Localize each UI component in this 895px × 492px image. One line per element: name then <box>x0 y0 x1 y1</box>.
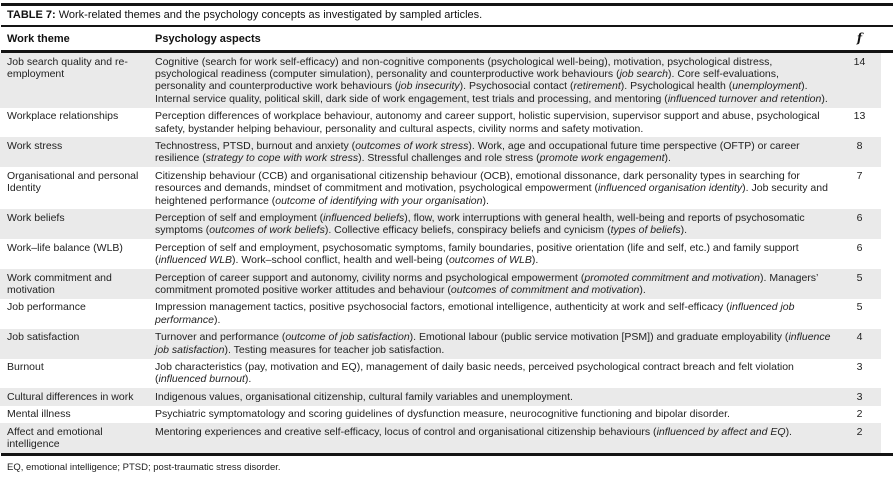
cell-frequency: 6 <box>856 211 863 224</box>
column-header-frequency: f <box>856 31 863 45</box>
cell-psychology-aspects: Perception of career support and autonomy, civility norms and psychological empowerment (promoted commitment and motivation). Managers’ commitment promoted positive worker attitudes and behaviour (outcomes of commitment and motivation). <box>155 271 818 296</box>
cell-work-theme: Job satisfaction <box>7 331 80 344</box>
cell-work-theme: Mental illness <box>7 408 71 421</box>
table-title: Work-related themes and the psychology concepts as investigated by sampled articles. <box>58 9 483 21</box>
cell-work-theme: Cultural differences in work <box>7 390 134 403</box>
cell-frequency: 7 <box>856 169 863 182</box>
cell-frequency: 2 <box>856 425 863 438</box>
cell-frequency: 3 <box>856 390 863 403</box>
cell-work-theme: Affect and emotional intelligence <box>7 425 103 451</box>
table-row <box>0 269 881 299</box>
cell-psychology-aspects: Perception of self and employment, psychosomatic symptoms, family boundaries, positive orientation (life and self, etc.) and family support (influenced WLB). Work–school conflict, health and well-being (outcomes of WLB). <box>155 241 799 267</box>
cell-work-theme: Work commitment and motivation <box>7 271 112 296</box>
column-header-psychology-aspects: Psychology aspects <box>155 33 261 45</box>
table-row <box>0 299 881 329</box>
table-caption <box>0 6 895 25</box>
table-row <box>0 239 881 269</box>
cell-frequency: 6 <box>856 241 863 254</box>
table-number-label: TABLE 7: <box>7 9 56 21</box>
table-row <box>0 423 881 453</box>
cell-frequency: 5 <box>856 301 863 314</box>
table-footnote: EQ, emotional intelligence; PTSD; post-traumatic stress disorder. <box>7 461 281 473</box>
cell-psychology-aspects: Mentoring experiences and creative self-efficacy, locus of control and organisational citizenship behaviours (influenced by affect and EQ). <box>155 425 792 438</box>
column-header-work-theme: Work theme <box>7 33 70 45</box>
table-row <box>0 108 881 138</box>
cell-work-theme: Job performance <box>7 301 86 314</box>
cell-work-theme: Job search quality and re-employment <box>7 55 128 80</box>
cell-frequency: 2 <box>856 408 863 421</box>
cell-frequency: 14 <box>853 55 866 68</box>
cell-frequency: 3 <box>856 361 863 374</box>
cell-work-theme: Burnout <box>7 361 44 374</box>
cell-frequency: 8 <box>856 139 863 152</box>
cell-psychology-aspects: Technostress, PTSD, burnout and anxiety (outcomes of work stress). Work, age and occupational future time perspective (OFTP) or career resilience (strategy to cope with work stress). Stressful challenges and role stress (promote work engagement). <box>155 139 800 165</box>
table-header-row <box>0 27 881 50</box>
cell-work-theme: Organisational and personal Identity <box>7 169 139 195</box>
table-row <box>0 53 881 108</box>
table-row <box>0 359 881 389</box>
table-row <box>0 137 881 167</box>
cell-psychology-aspects: Perception of self and employment (influenced beliefs), flow, work interruptions with general health, well-being and reports of psychosomatic symptoms (outcomes of work beliefs). Collective efficacy beliefs, conspiracy beliefs and cynicism (types of beliefs). <box>155 211 805 237</box>
table-7-page <box>0 3 895 492</box>
table-row <box>0 167 881 209</box>
cell-psychology-aspects: Indigenous values, organisational citizenship, cultural family variables and unemployment. <box>155 390 573 403</box>
cell-work-theme: Work beliefs <box>7 211 65 224</box>
table-body <box>0 53 881 453</box>
cell-frequency: 4 <box>856 331 863 344</box>
table-row <box>0 388 881 405</box>
cell-frequency: 13 <box>853 110 866 123</box>
cell-frequency: 5 <box>856 271 863 284</box>
cell-psychology-aspects: Job characteristics (pay, motivation and EQ), management of daily basic needs, perceived psychological contract breach and felt violation (influenced burnout). <box>155 361 794 386</box>
cell-work-theme: Work stress <box>7 139 63 152</box>
cell-psychology-aspects: Cognitive (search for work self-efficacy) and non-cognitive components (psychological well-being), motivation, psychological distress, psychological readiness (computer simulation), personality and counterproductive work behaviours (job search). Core self-evaluations, personality and counterproductive work behaviours (job insecurity). Psychosocial contact (retirement). Psychological health (unemployment). Internal service quality, political skill, dark side of work engagement, test trials and processing, and mentoring (influenced turnover and retention). <box>155 55 828 105</box>
cell-psychology-aspects: Turnover and performance (outcome of job satisfaction). Emotional labour (public service motivation [PSM]) and graduate employability (influence job satisfaction). Testing measures for teacher job satisfaction. <box>155 331 831 356</box>
cell-psychology-aspects: Impression management tactics, positive psychosocial factors, emotional intelligence, authenticity at work and self-efficacy (influenced job performance). <box>155 301 795 326</box>
cell-psychology-aspects: Psychiatric symptomatology and scoring guidelines of dysfunction measure, neurocognitive functioning and bipolar disorder. <box>155 408 730 421</box>
cell-psychology-aspects: Perception differences of workplace behaviour, autonomy and career support, holistic supervision, supervisor support and abuse, psychological safety, bystander helping behaviour, personality and cultural aspects, civility norms and safety motivation. <box>155 110 820 135</box>
table-row <box>0 329 881 359</box>
table-row <box>0 209 881 239</box>
cell-work-theme: Work–life balance (WLB) <box>7 241 123 254</box>
cell-psychology-aspects: Citizenship behaviour (CCB) and organisational citizenship behaviour (OCB), emotional dissonance, dark personality types in searching for resources and demands, mindset of commitment and motivation, psychological empowerment (influenced organisation identity). Job security and heightened performance (outcome of identifying with your organisation). <box>155 169 828 207</box>
table-row <box>0 406 881 423</box>
cell-work-theme: Workplace relationships <box>7 110 119 123</box>
